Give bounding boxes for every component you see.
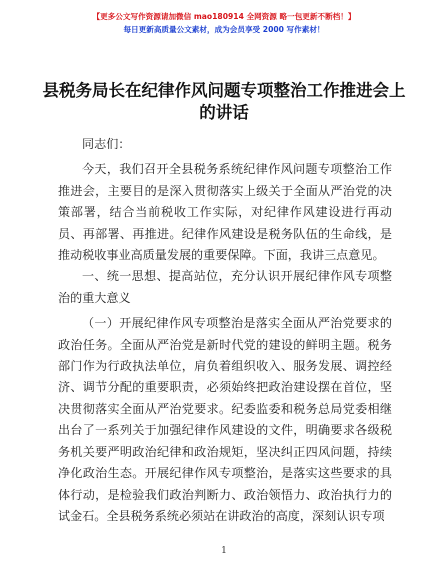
page-number: 1 [221,546,227,556]
salutation: 同志们： [82,137,131,151]
section-heading: 一、统一思想、提高站位，充分认识开展纪律作风专项整治的重大意义 [58,269,392,305]
promo-banner-line-1: 【更多公文写作资源请加微信 mao180914 全网资源 略一包更新不断档！】 [92,12,356,21]
promo-banner-line-2: 每日更新高质量公文素材，成为会员享受 2000 写作素材！ [123,25,325,34]
promo-banner [0,10,448,36]
body-paragraph: （一）开展纪律作风专项整治是落实全面从严治党要求的政治任务。全面从严治党是新时代党的建设的鲜明主题。税务部门作为行政执法单位，肩负着组织收入、服务发展、调控经济、调节分配的重要职责，必须始终把政治建设摆在首位，坚决贯彻落实全面从严治党要求。纪委监委和税务总局党委相继出台了一系列关于加强纪律作风建设的文件，明确要求各级税务机关要严明政治纪律和政治规矩，坚决纠正四风问题，持续净化政治生态。开展纪律作风专项整治，是落实这些要求的具体行动，是检验我们政治判断力、政治领悟力、政治执行力的试金石。全县税务系统必须站在讲政治的高度，深刻认识专项 [58,316,392,523]
document-body [58,134,392,527]
document-title: 县税务局长在纪律作风问题专项整治工作推进会上的讲话 [42,81,406,122]
intro-paragraph: 今天，我们召开全县税务系统纪律作风问题专项整治工作推进会，主要目的是深入贯彻落实上级关于全面从严治党的决策部署，结合当前税收工作实际，对纪律作风建设进行再动员、再部署、再推进。纪律作风建设是税务队伍的生命线，是推动税收事业高质量发展的重要保障。下面，我讲三点意见。 [58,162,392,263]
